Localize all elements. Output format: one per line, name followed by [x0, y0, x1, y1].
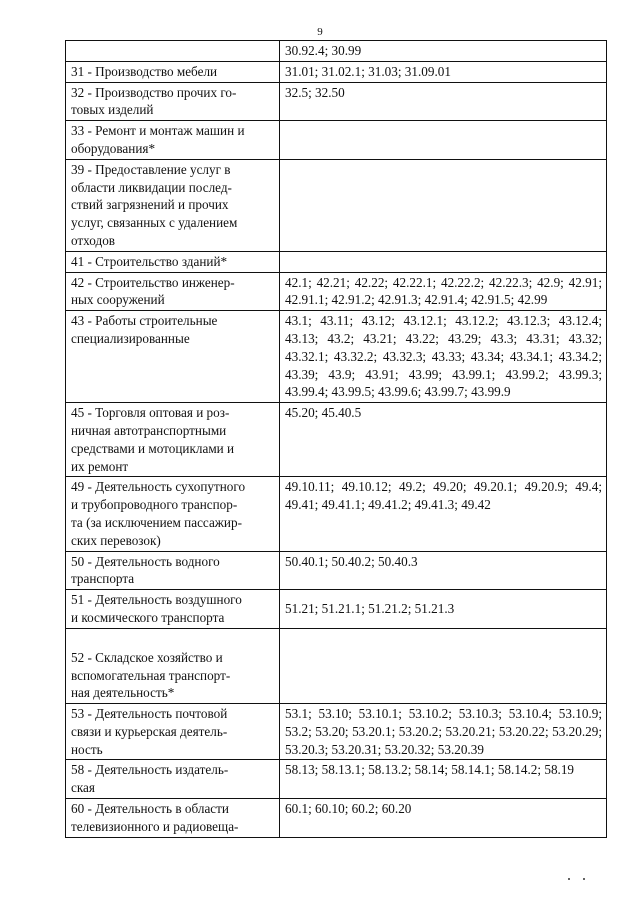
table-row [66, 403, 607, 477]
activity-cell: 50 - Деятельность водного транспорта [66, 551, 280, 590]
table-row [66, 61, 607, 82]
activity-cell: 39 - Предоставление услуг в области ликвидации послед- ствий загрязнений и прочих услуг, связанных с удалением отходов [66, 159, 280, 251]
table-row [66, 551, 607, 590]
codes-cell: 60.1; 60.10; 60.2; 60.20 [280, 799, 607, 838]
table-row [66, 477, 607, 551]
activity-cell: 41 - Строительство зданий* [66, 251, 280, 272]
table-row [66, 704, 607, 760]
codes-cell: 30.92.4; 30.99 [280, 41, 607, 62]
codes-cell: 45.20; 45.40.5 [280, 403, 607, 477]
table-row [66, 590, 607, 629]
table-row [66, 121, 607, 160]
activity-cell: 60 - Деятельность в области телевизионного и радиовеща- [66, 799, 280, 838]
table-row [66, 760, 607, 799]
codes-cell [280, 628, 607, 703]
codes-cell: 51.21; 51.21.1; 51.21.2; 51.21.3 [280, 590, 607, 629]
activity-cell: 33 - Ремонт и монтаж машин и оборудования* [66, 121, 280, 160]
activity-codes-table [65, 40, 607, 838]
activity-cell: 58 - Деятельность издатель- ская [66, 760, 280, 799]
codes-cell [280, 251, 607, 272]
codes-cell: 49.10.11; 49.10.12; 49.2; 49.20; 49.20.1; 49.20.9; 49.4; 49.41; 49.41.1; 49.41.2; 49.41.3; 49.42 [280, 477, 607, 551]
table-row [66, 159, 607, 251]
activity-cell: 53 - Деятельность почтовой связи и курьерская деятель- ность [66, 704, 280, 760]
activity-cell: 43 - Работы строительные специализированные [66, 311, 280, 403]
activity-cell: 42 - Строительство инженер- ных сооружений [66, 272, 280, 311]
codes-cell: 42.1; 42.21; 42.22; 42.22.1; 42.22.2; 42.22.3; 42.9; 42.91; 42.91.1; 42.91.2; 42.91.3; 42.91.4; 42.91.5; 42.99 [280, 272, 607, 311]
table-row [66, 628, 607, 703]
codes-cell: 43.1; 43.11; 43.12; 43.12.1; 43.12.2; 43.12.3; 43.12.4; 43.13; 43.2; 43.21; 43.22; 43.29; 43.3; 43.31; 43.32; 43.32.1; 43.32.2; 43.32.3; 43.33; 43.34; 43.34.1; 43.34.2; 43.39; 43.9; 43.91; 43.99; 43.99.1; 43.99.2; 43.99.3; 43.99.4; 43.99.5; 43.99.6; 43.99.7; 43.99.9 [280, 311, 607, 403]
codes-cell: 53.1; 53.10; 53.10.1; 53.10.2; 53.10.3; 53.10.4; 53.10.9; 53.2; 53.20; 53.20.1; 53.20.2; 53.20.21; 53.20.22; 53.20.29; 53.20.3; 53.20.31; 53.20.32; 53.20.39 [280, 704, 607, 760]
page-number: 9 [317, 26, 323, 38]
activity-cell: 45 - Торговля оптовая и роз- ничная автотранспортными средствами и мотоциклами и их ремонт [66, 403, 280, 477]
activity-cell: 49 - Деятельность сухопутного и трубопроводного транспор- та (за исключением пассажир- ских перевозок) [66, 477, 280, 551]
activity-cell: 31 - Производство мебели [66, 61, 280, 82]
codes-cell [280, 121, 607, 160]
table-row [66, 82, 607, 121]
codes-cell: 50.40.1; 50.40.2; 50.40.3 [280, 551, 607, 590]
table-row [66, 251, 607, 272]
codes-cell: 32.5; 32.50 [280, 82, 607, 121]
codes-cell: 31.01; 31.02.1; 31.03; 31.09.01 [280, 61, 607, 82]
activity-cell: 52 - Складское хозяйство и вспомогательная транспорт- ная деятельность* [66, 628, 280, 703]
codes-cell [280, 159, 607, 251]
activity-cell [66, 41, 280, 62]
table-row [66, 41, 607, 62]
activity-cell: 32 - Производство прочих го- товых изделий [66, 82, 280, 121]
table-row [66, 799, 607, 838]
table-row [66, 272, 607, 311]
activity-cell: 51 - Деятельность воздушного и космического транспорта [66, 590, 280, 629]
scan-artifact-dot [568, 878, 570, 880]
scan-artifact-dot [583, 878, 585, 880]
table-row [66, 311, 607, 403]
codes-cell: 58.13; 58.13.1; 58.13.2; 58.14; 58.14.1; 58.14.2; 58.19 [280, 760, 607, 799]
